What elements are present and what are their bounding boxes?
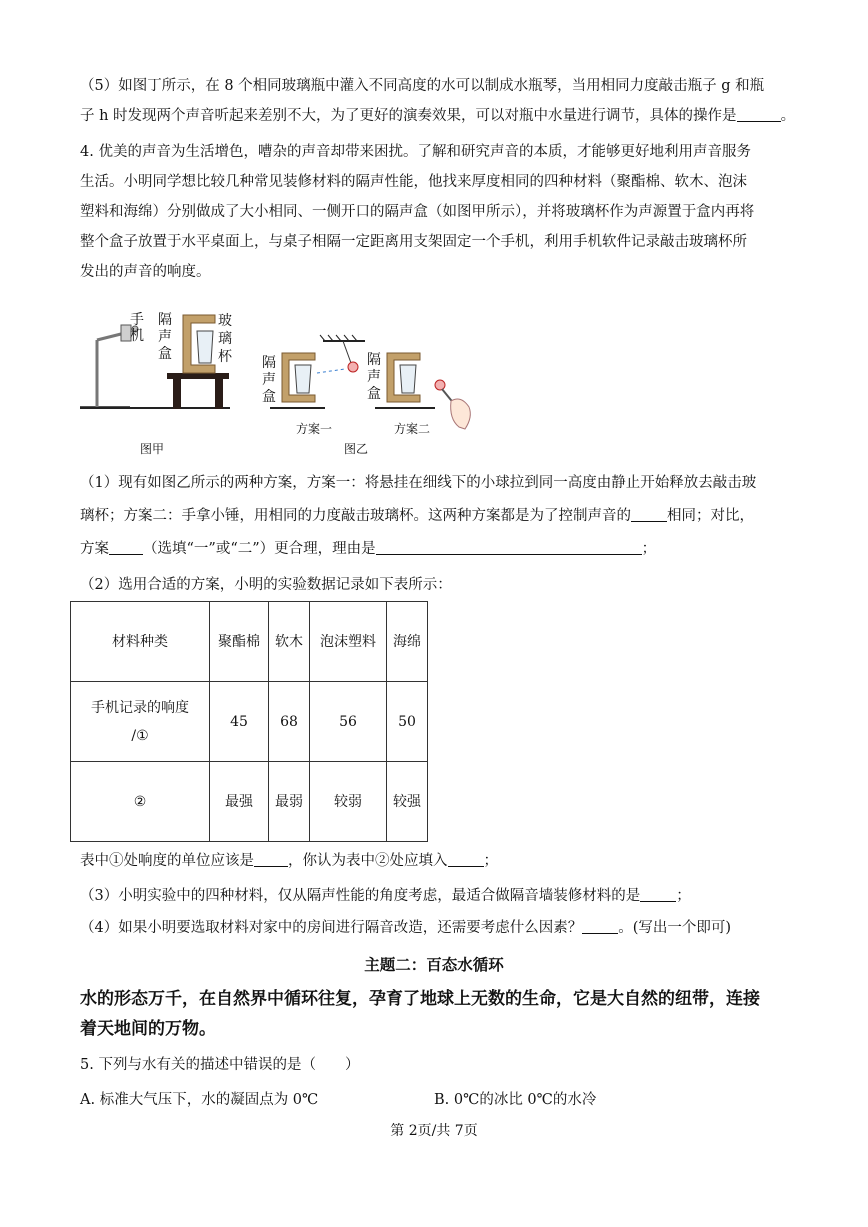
- table-row: [71, 602, 428, 682]
- plan2-caption: 方案二: [394, 422, 431, 436]
- table-cell: 较弱: [310, 762, 387, 842]
- q4-sub4: （4）如果小明要选取材料对家中的房间进行隔音改造，还需要考虑什么因素？ 。(写出一个即可): [80, 913, 800, 943]
- box-label-plan2: 隔声盒: [367, 352, 381, 402]
- sub2-intro: （2）选用合适的方案，小明的实验数据记录如下表所示：: [80, 577, 452, 593]
- sub1-line1: （1）现有如图乙所示的两种方案，方案一：将悬挂在细线下的小球拉到同一高度由静止开始释放去敲击玻: [80, 475, 757, 491]
- box-label-a: 隔声盒: [158, 312, 172, 362]
- theme2-intro: 水的形态万千，在自然界中循环往复，孕育了地球上无数的生命，它是大自然的纽带，连接 着天地间的万物。: [80, 989, 760, 1039]
- table-row-label: 手机记录的响度 /①: [71, 682, 210, 762]
- table-header-label: 材料种类: [71, 602, 210, 682]
- q4-line3: 塑料和海绵）分别做成了大小相同、一侧开口的隔声盒（如图甲所示），并将玻璃杯作为声源置于盒内再将: [80, 204, 755, 220]
- cup-label: 玻璃杯: [218, 313, 232, 365]
- q4-sub3: （3）小明实验中的四种材料，仅从隔声性能的角度考虑，最适合做隔音墙装修材料的是 ；: [80, 881, 800, 911]
- table-cell: 最弱: [269, 762, 310, 842]
- q4-line4: 整个盒子放置于水平桌面上，与桌子相隔一定距离用支架固定一个手机，利用手机软件记录敲击玻璃杯所: [80, 234, 747, 250]
- table-row: [71, 682, 428, 762]
- q4-stem: [80, 137, 800, 287]
- desk: [80, 373, 230, 409]
- page-footer: 第 2页/共 7页: [390, 1123, 478, 1139]
- table-header-cell: 软木: [269, 602, 310, 682]
- plan1: [270, 335, 365, 408]
- answer-blank: [448, 850, 484, 867]
- q4-line5: 发出的声音的响度。: [80, 264, 211, 280]
- table-cell: 最强: [210, 762, 269, 842]
- table-cell: 较强: [387, 762, 428, 842]
- sub1-line2: 璃杯；方案二：手拿小锤，用相同的力度敲击玻璃杯。这两种方案都是为了控制声音的 相同；对比，: [80, 500, 800, 533]
- q3-sub5-line2: 子 h 时发现两个声音听起来差别不大，为了更好的演奏效果，可以对瓶中水量进行调节，具体的操作是 。: [80, 101, 800, 131]
- answer-blank: [254, 850, 288, 867]
- q3-sub5-line1: （5）如图丁所示，在 8 个相同玻璃瓶中灌入不同高度的水可以制成水瓶琴，当用相同力度敲击瓶子 g 和瓶: [80, 78, 765, 94]
- sub1-line3: 方案 （选填“一”或“二”）更合理，理由是 ；: [80, 533, 800, 566]
- answer-blank: [582, 917, 618, 934]
- answer-blank: [376, 538, 642, 555]
- table-header-cell: 聚酯棉: [210, 602, 269, 682]
- box-label-plan1: 隔声盒: [262, 355, 276, 405]
- table-cell: 56: [310, 682, 387, 762]
- theme2-title: 主题二：百态水循环: [364, 956, 504, 974]
- plan1-caption: 方案一: [296, 422, 333, 436]
- table-header-cell: 海绵: [387, 602, 428, 682]
- answer-blank: [640, 885, 676, 902]
- table-row: [71, 762, 428, 842]
- fig-b-caption: 图乙: [344, 442, 369, 456]
- answer-blank: [631, 505, 667, 522]
- fig-a-caption: 图甲: [140, 442, 165, 456]
- data-table: [70, 601, 428, 842]
- sound-box-a: [183, 315, 215, 373]
- q5-option-a: A. 标准大气压下，水的凝固点为 0℃: [80, 1092, 319, 1108]
- table-cell: 68: [269, 682, 310, 762]
- table-header-cell: 泡沫塑料: [310, 602, 387, 682]
- answer-blank: [109, 538, 143, 555]
- sub2-after-table: 表中①处响度的单位应该是 ，你认为表中②处应填入 ；: [80, 846, 800, 876]
- q5-option-b: B. 0℃的冰比 0℃的水冷: [434, 1092, 597, 1108]
- answer-blank: [737, 105, 781, 122]
- plan2: [375, 353, 470, 429]
- q3-sub5: [80, 71, 800, 131]
- phone-label: 手机: [130, 312, 144, 344]
- q4-line1: 4. 优美的声音为生活增色，嘈杂的声音却带来困扰。了解和研究声音的本质，才能够更好地利用声音服务: [80, 144, 751, 160]
- table-cell: 45: [210, 682, 269, 762]
- table-row-label: ②: [71, 762, 210, 842]
- q4-line2: 生活。小明同学想比较几种常见装修材料的隔声性能，他找来厚度相同的四种材料（聚酯棉、软木、泡沫: [80, 174, 747, 190]
- q5-stem: 5. 下列与水有关的描述中错误的是（ ）: [80, 1057, 360, 1073]
- table-cell: 50: [387, 682, 428, 762]
- q4-sub1: [80, 467, 800, 566]
